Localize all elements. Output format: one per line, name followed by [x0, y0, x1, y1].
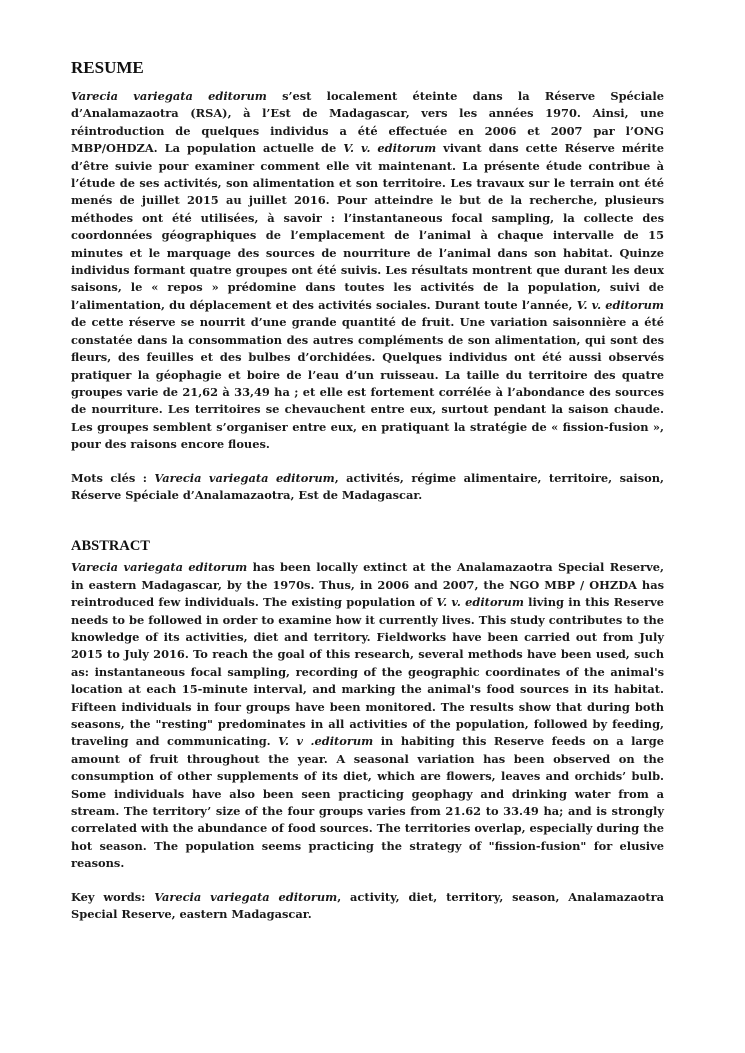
species-name: Varecia variegata editorum [71, 560, 248, 575]
species-abbrev: V. v. editorum [343, 141, 437, 156]
resume-paragraph: Varecia variegata editorum s’est localement éteinte dans la Réserve Spéciale d’Analamazaotra (RSA), à l’Est de Madagascar, vers les années 1970. Ainsi, une réintroduction de quelques individus a été effectuée en 2006 et 2007 par l’ONG MBP/OHDZA. La population actuelle de V. v. editorum vivant dans cette Réserve mérite d’être suivie pour examiner comment elle vit maintenant. La présente étude contribue à l’étude de ses activités, son alimentation et son territoire. Les travaux sur le terrain ont été menés de juillet 2015 au juillet 2016. Pour atteindre le but de la recherche, plusieurs méthodes ont été utilisées, à savoir : l’instantaneous focal sampling, la collecte des coordonnées géographiques de l’emplacement de l’animal à chaque intervalle de 15 minutes et le marquage des sources de nourriture de l’animal dans son habitat. Quinze individus formant quatre groupes ont été suivis. Les résultats montrent que durant les deux saisons, le « repos » prédomine dans toutes les activités de la population, suivi de l’alimentation, du déplacement et des activités sociales. Durant toute l’année, V. v. editorum de cette réserve se nourrit d’une grande quantité de fruit. Une variation saisonnière a été constatée dans la consommation des autres compléments de son alimentation, qui sont des fleurs, des feuilles et des bulbes d’orchidées. Quelques individus ont été aussi observés pratiquer la géophagie et boire de l’eau d’un ruisseau. La taille du territoire des quatre groupes varie de 21,62 à 33,49 ha ; et elle est fortement corrélée à l’abondance des sources de nourriture. Les territoires se chevauchent entre eux, surtout pendant la saison chaude. Les groupes semblent s’organiser entre eux, en pratiquant la stratégie de « fission-fusion », pour des raisons encore floues. [71, 89, 664, 452]
resume-heading: RESUME [71, 58, 144, 77]
species-name: Varecia variegata editorum [154, 889, 338, 904]
species-name: Varecia variegata editorum [154, 470, 335, 485]
species-name: Varecia variegata editorum [71, 89, 267, 103]
abstract-paragraph: Varecia variegata editorum has been locally extinct at the Analamazaotra Special Reserve, in eastern Madagascar, by the 1970s. Thus, in 2006 and 2007, the NGO MBP / OHZDA has reintroduced few individuals. The existing population of V. v. editorum living in this Reserve needs to be followed in order to examine how it currently lives. This study contributes to the knowledge of its activities, diet and territory. Fieldworks have been carried out from July 2015 to July 2016. To reach the goal of this research, several methods have been used, such as: instantaneous focal sampling, recording of the geographic coordinates of the animal's location at each 15-minute interval, and marking the animal's food sources in its habitat. Fifteen individuals in four groups have been monitored. The results show that during both seasons, the "resting" predominates in all activities of the population, followed by feeding, traveling and communicating. V. v .editorum in habiting this Reserve feeds on a large amount of fruit throughout the year. A seasonal variation has been observed on the consumption of other supplements of its diet, which are flowers, leaves and orchids’ bulb. Some individuals have also been seen practicing geophagy and drinking water from a stream. The territory’ size of the four groups varies from 21.62 to 33.49 ha; and is strongly correlated with the abundance of food sources. The territories overlap, especially during the hot season. The population seems practicing the strategy of "fission-fusion" for elusive reasons. [71, 560, 665, 871]
key-words-paragraph: Key words: Varecia variegata editorum, activity, diet, territory, season, Analamazaotra Special Reserve, eastern Madagascar. [71, 889, 664, 922]
mots-cles-label: Mots clés : [71, 470, 155, 485]
species-abbrev: V. v. editorum [436, 595, 524, 610]
document-page [71, 56, 664, 923]
abstract-heading: ABSTRACT [71, 538, 150, 555]
mots-cles-paragraph: Mots clés : Varecia variegata editorum, activités, régime alimentaire, territoire, saison, Réserve Spéciale d’Analamazaotra, Est de Madagascar. [71, 470, 664, 502]
species-abbrev: V. v. editorum [576, 297, 664, 312]
key-words-label: Key words: [71, 889, 155, 904]
species-abbrev: V. v .editorum [278, 734, 374, 749]
